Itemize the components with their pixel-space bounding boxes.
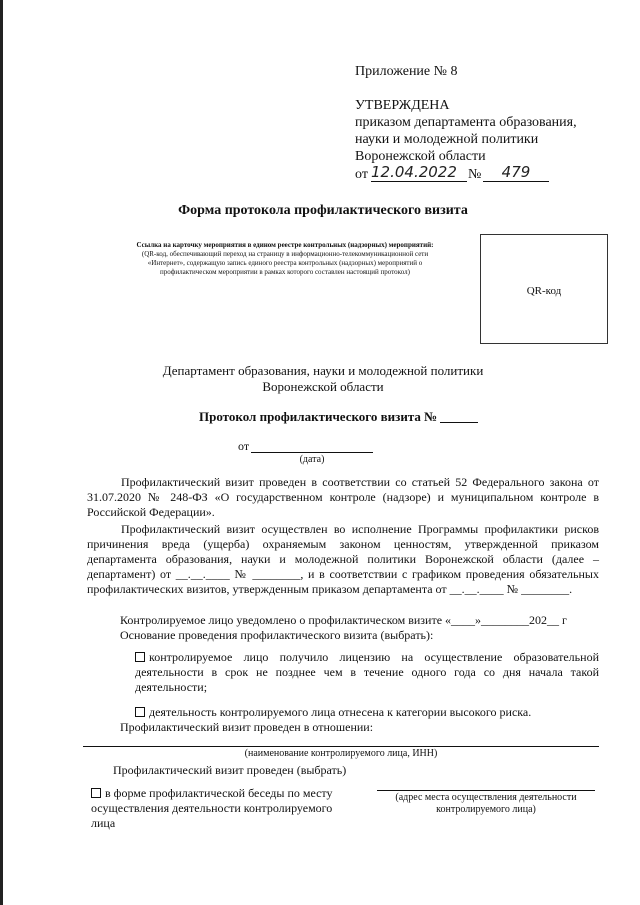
basis-heading: Основание проведения профилактического визита (выбрать):	[120, 628, 434, 642]
protocol-date-caption: (дата)	[299, 454, 325, 465]
notification-line: Контролируемое лицо уведомлено о профилактическом визите «____»________202__ г	[120, 613, 567, 627]
approval-line-1: приказом департамента образования,	[355, 115, 577, 130]
protocol-date-blank	[251, 452, 373, 453]
form-title: Форма протокола профилактического визита	[178, 203, 468, 218]
visit-form-heading: Профилактический визит проведен (выбрать)	[113, 763, 347, 777]
visit-form-option-conversation-checkbox[interactable]	[91, 788, 101, 798]
basis-option-license-text: контролируемое лицо получило лицензию на осуществление образовательной деятельности в срок не позднее чем в течение одного года со дня начала такой деятельности;	[135, 650, 599, 694]
approval-date-line	[355, 163, 555, 183]
basis-option-license-checkbox[interactable]	[135, 652, 145, 662]
basis-option-risk-checkbox[interactable]	[135, 707, 145, 717]
visit-form-option-conversation	[91, 786, 351, 831]
approval-number-handwritten: 479	[483, 163, 549, 182]
approval-num-prefix: №	[468, 167, 482, 182]
approval-date-handwritten: 12.04.2022	[371, 163, 467, 182]
visit-subject-heading: Профилактический визит проведен в отношении:	[120, 720, 374, 734]
qr-note-line-4: профилактическом мероприятии в рамках которого составлен настоящий протокол)	[160, 268, 410, 276]
basis-option-risk-text: деятельность контролируемого лица отнесена к категории высокого риска.	[149, 705, 532, 719]
visit-form-option-conversation-text: в форме профилактической беседы по месту осуществления деятельности контролируемого лица	[91, 786, 333, 830]
subject-name-caption: (наименование контролируемого лица, ИНН)	[244, 748, 438, 759]
qr-code-label: QR-код	[526, 285, 562, 297]
address-caption: (адрес места осуществления деятельности контролируемого лица)	[395, 792, 577, 815]
approval-from-prefix: от	[355, 167, 368, 182]
basis-option-risk	[135, 705, 599, 720]
qr-note-line-3: «Интернет», содержащую запись единого реестра контрольных (надзорных) мероприятий о	[147, 259, 423, 267]
approval-line-2: науки и молодежной политики	[355, 132, 539, 147]
address-blank	[377, 790, 595, 791]
paragraph-legal-basis: Профилактический визит проведен в соответствии со статьей 52 Федерального закона от 31.07.2020 № 248-ФЗ «О государственном контроле (надзоре) и муниципальном контроле в Российской Федерации».	[87, 475, 599, 519]
basis-option-license	[135, 650, 599, 695]
approval-line-3: Воронежской области	[355, 149, 486, 164]
department-line-1: Департамент образования, науки и молодежной политики	[162, 363, 484, 378]
protocol-title-text: Протокол профилактического визита №	[199, 409, 438, 424]
paragraph-program: Профилактический визит осуществлен во исполнение Программы профилактики рисков причинения вреда (ущерба) охраняемым законом ценностям, утвержденной приказом департамента образования, науки и молодежной политики Воронежской области (далее – департамент) от __.__.____ № ________, и в соответствии с графиком проведения обязательных профилактических визитов, утвержденным приказом департамента от __.__.____ № ________.	[87, 522, 599, 596]
department-line-2: Воронежской области	[262, 379, 384, 394]
appendix-label: Приложение № 8	[355, 64, 458, 79]
protocol-title	[199, 409, 478, 425]
qr-note-line-2: (QR-код, обеспечивающий переход на страницу в информационно-телекоммуникационной сети	[141, 250, 429, 258]
qr-code-box	[480, 234, 608, 344]
subject-name-blank	[83, 746, 599, 747]
qr-note-line-1: Ссылка на карточку мероприятия в едином реестре контрольных (надзорных) мероприятий:	[136, 241, 434, 249]
protocol-number-blank	[440, 410, 478, 423]
protocol-date-prefix: от	[238, 439, 250, 453]
approved-label: УТВЕРЖДЕНА	[355, 98, 450, 113]
